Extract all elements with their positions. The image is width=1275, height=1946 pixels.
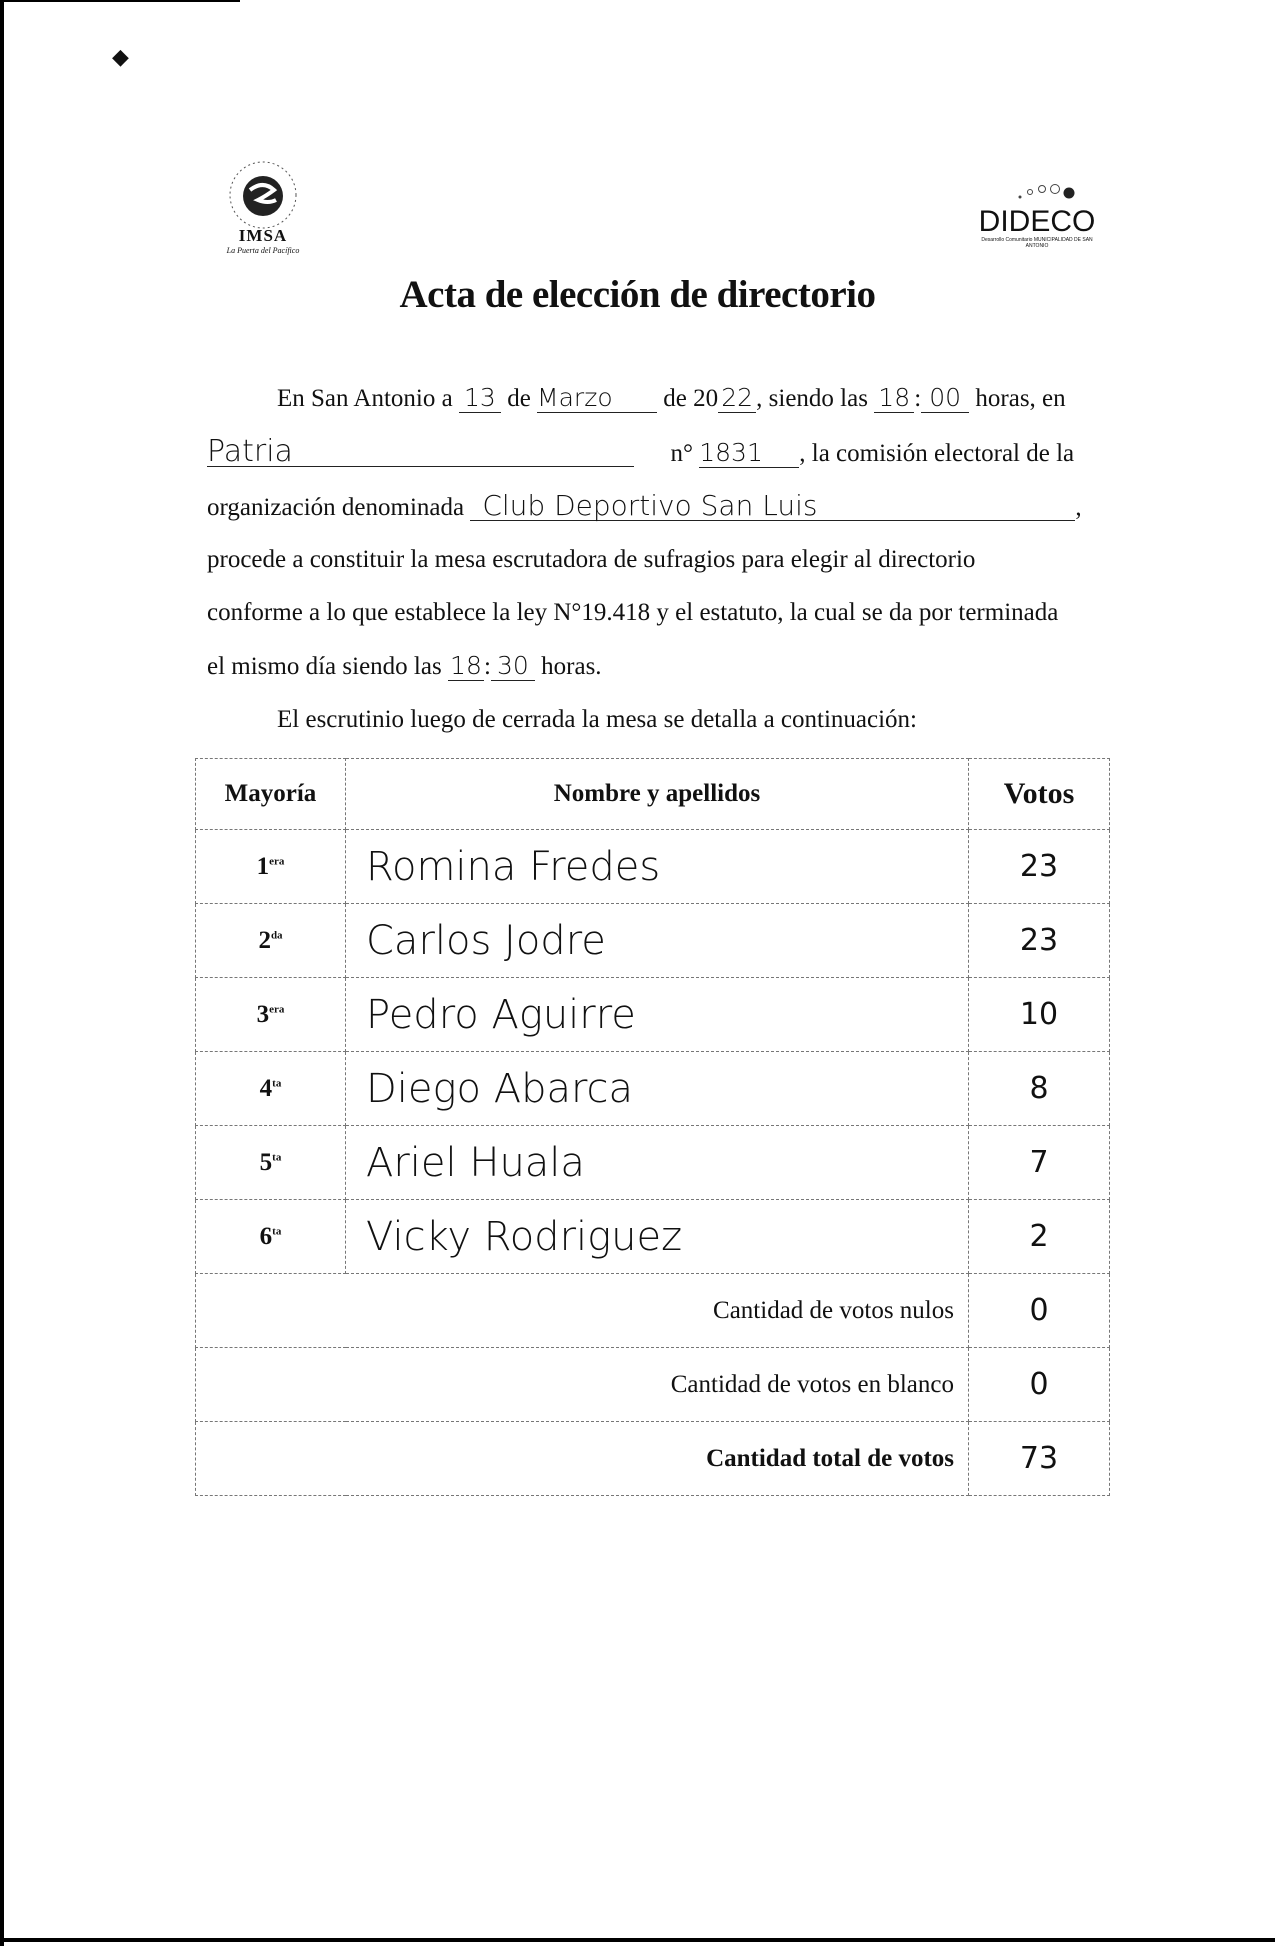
field-number: 1831	[699, 439, 799, 468]
dideco-logo	[972, 178, 1102, 258]
table-row	[196, 1052, 1110, 1126]
dideco-logo-sub: Desarrollo Comunitario MUNICIPALIDAD DE SAN ANTONIO	[981, 237, 1093, 249]
candidate-name: Romina Fredes	[346, 830, 969, 904]
rank-number: 1	[256, 852, 270, 880]
imsa-seal-icon	[228, 160, 298, 230]
field-hour-start: 18	[874, 384, 914, 413]
rank-cell	[196, 978, 346, 1052]
field-minute-start: 00	[921, 384, 969, 413]
rank-cell	[196, 830, 346, 904]
imsa-logo	[208, 160, 318, 275]
field-day: 13	[459, 384, 501, 413]
table-row	[196, 904, 1110, 978]
page-edge-left-top	[0, 0, 2, 90]
field-month: Marzo	[537, 384, 657, 413]
null-votes-value: 0	[969, 1274, 1110, 1348]
rank-suffix: era	[269, 855, 285, 868]
imsa-logo-tagline: La Puerta del Pacífico	[226, 246, 300, 255]
page-edge-bottom	[0, 1938, 1275, 1942]
table-row	[196, 1126, 1110, 1200]
rank-suffix: era	[269, 1003, 285, 1016]
rank-number: 4	[259, 1074, 273, 1102]
table-row	[196, 978, 1110, 1052]
candidate-name: Pedro Aguirre	[346, 978, 969, 1052]
total-votes-value: 73	[969, 1422, 1110, 1496]
text-horas-en: horas, en	[975, 385, 1066, 412]
candidate-votes: 23	[969, 830, 1110, 904]
text-comma: ,	[1075, 494, 1082, 521]
null-votes-row	[196, 1274, 1110, 1348]
line-escrutinio: El escrutinio luego de cerrada la mesa se detalla a continuación:	[277, 706, 918, 733]
rank-number: 2	[258, 926, 271, 954]
candidate-name: Vicky Rodriguez	[346, 1200, 969, 1274]
text-de-20: de 20	[663, 385, 719, 412]
candidate-name: Ariel Huala	[346, 1126, 969, 1200]
line-termino: el mismo día siendo las 18: 30 horas.	[207, 651, 602, 680]
candidate-votes: 2	[969, 1200, 1110, 1274]
text-en-san-antonio: En San Antonio a	[277, 385, 453, 412]
text-mismo-dia: el mismo día siendo las	[207, 653, 442, 680]
rank-suffix: ta	[272, 1151, 282, 1164]
text-comision: , la comisión electoral de la	[799, 440, 1075, 467]
candidate-votes: 10	[969, 978, 1110, 1052]
text-numero: n°	[670, 440, 693, 467]
rank-cell	[196, 1052, 346, 1126]
candidate-name: Diego Abarca	[346, 1052, 969, 1126]
line-organization	[207, 489, 1097, 532]
field-hour-end: 18	[448, 652, 484, 681]
dideco-logo-text: DIDECO	[978, 205, 1096, 238]
text-organizacion: organización denominada	[207, 494, 465, 521]
text-horas: horas.	[541, 653, 602, 680]
rank-suffix: da	[270, 929, 283, 942]
rank-number: 3	[256, 1000, 270, 1028]
blank-votes-row	[196, 1348, 1110, 1422]
total-votes-label: Cantidad total de votos	[196, 1422, 969, 1496]
rank-cell	[196, 904, 346, 978]
table-header-row	[196, 759, 1110, 830]
candidate-votes: 23	[969, 904, 1110, 978]
header-nombre: Nombre y apellidos	[346, 759, 969, 830]
header-mayoria: Mayoría	[196, 759, 346, 830]
rank-suffix: ta	[272, 1077, 282, 1090]
header-votos: Votos	[969, 759, 1110, 830]
text-de: de	[507, 385, 531, 412]
candidate-votes: 8	[969, 1052, 1110, 1126]
line-address	[207, 434, 1097, 478]
line-procede: procede a constituir la mesa escrutadora de sufragios para elegir al directorio	[207, 546, 976, 573]
field-minute-end: 30	[491, 652, 535, 681]
rank-suffix: ta	[272, 1225, 282, 1238]
line-conforme: conforme a lo que establece la ley N°19.418 y el estatuto, la cual se da por terminada	[207, 599, 1059, 626]
candidate-name: Carlos Jodre	[346, 904, 969, 978]
field-street: Patria	[207, 438, 634, 467]
line-date: En San Antonio a 13 de Marzo de 20 22 , siendo las 18 : 00 horas, en	[277, 383, 1066, 412]
rank-number: 5	[259, 1148, 273, 1176]
scan-mark-icon: ◆	[112, 44, 129, 69]
text-siendo-las: , siendo las	[756, 385, 868, 412]
candidate-votes: 7	[969, 1126, 1110, 1200]
dideco-dots-icon	[992, 178, 1082, 202]
blank-votes-value: 0	[969, 1348, 1110, 1422]
rank-cell	[196, 1126, 346, 1200]
page-edge-top	[0, 0, 240, 2]
blank-votes-label: Cantidad de votos en blanco	[196, 1348, 969, 1422]
rank-number: 6	[259, 1222, 273, 1250]
results-table	[195, 758, 1110, 1496]
rank-cell	[196, 1200, 346, 1274]
table-row	[196, 1200, 1110, 1274]
total-votes-row	[196, 1422, 1110, 1496]
field-year: 22	[718, 384, 756, 413]
null-votes-label: Cantidad de votos nulos	[196, 1274, 969, 1348]
document-title: Acta de elección de directorio	[399, 273, 876, 316]
field-organization-name: Club Deportivo San Luis	[470, 492, 1075, 521]
imsa-logo-text: IMSA	[238, 226, 288, 245]
table-row	[196, 830, 1110, 904]
